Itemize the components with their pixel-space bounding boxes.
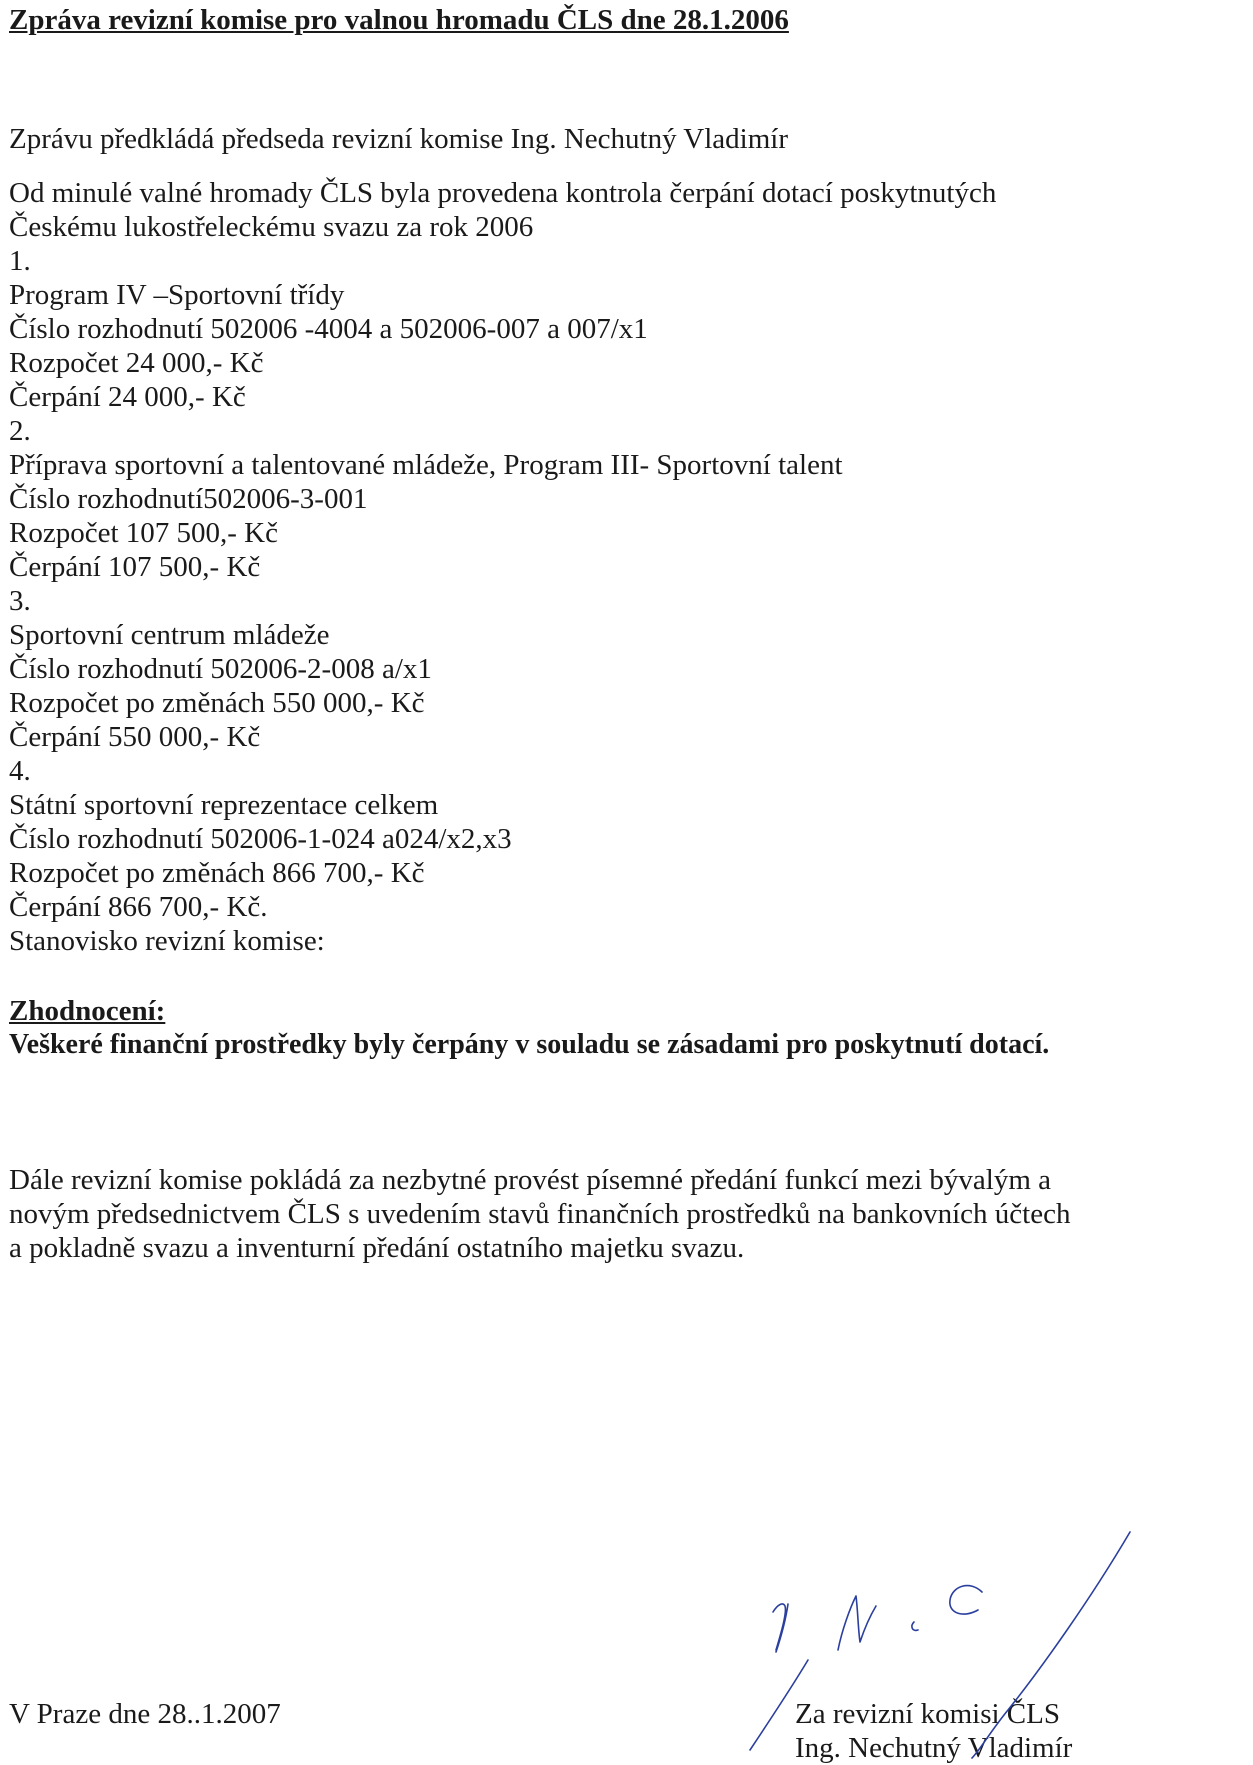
item-number: 3. [9,585,31,617]
signature-name: Ing. Nechutný Vladimír [795,1732,1073,1764]
item-budget: Rozpočet 107 500,- Kč [9,517,278,549]
further-line-1: Dále revizní komise pokládá za nezbytné provést písemné předání funkcí mezi bývalým a [9,1164,1052,1196]
place-date: V Praze dne 28..1.2007 [9,1698,281,1730]
item-budget: Rozpočet po změnách 866 700,- Kč [9,857,425,889]
handwritten-signature [690,1500,1160,1760]
item-program: Státní sportovní reprezentace celkem [9,789,439,821]
item-number: 1. [9,245,31,277]
further-line-2: novým předsednictvem ČLS s uvedením stavů finančních prostředků na bankovních účtech [9,1198,1071,1230]
item-number: 4. [9,755,31,787]
item-spent: Čerpání 107 500,- Kč [9,551,261,583]
item-decision: Číslo rozhodnutí 502006-1-024 a024/x2,x3 [9,823,512,855]
further-line-3: a pokladně svazu a inventurní předání ostatního majetku svazu. [9,1232,745,1264]
item-spent: Čerpání 24 000,- Kč [9,381,246,413]
item-program: Sportovní centrum mládeže [9,619,330,651]
item-decision: Číslo rozhodnutí 502006-2-008 a/x1 [9,653,432,685]
item-program: Program IV –Sportovní třídy [9,279,345,311]
intro-line-2: Českému lukostřeleckému svazu za rok 2006 [9,211,534,243]
item-decision: Číslo rozhodnutí 502006 -4004 a 502006-007 a 007/x1 [9,313,648,345]
item-budget: Rozpočet 24 000,- Kč [9,347,264,379]
item-spent: Čerpání 550 000,- Kč [9,721,261,753]
evaluation-text: Veškeré finanční prostředky byly čerpány v souladu se zásadami pro poskytnutí dotací. [9,1029,1050,1060]
item-number: 2. [9,415,31,447]
item-program: Příprava sportovní a talentované mládeže, Program III- Sportovní talent [9,449,843,481]
document-title: Zpráva revizní komise pro valnou hromadu ČLS dne 28.1.2006 [9,4,789,36]
signature-for: Za revizní komisi ČLS [795,1698,1060,1730]
item-budget: Rozpočet po změnách 550 000,- Kč [9,687,425,719]
item-decision: Číslo rozhodnutí502006-3-001 [9,483,368,515]
opinion-line: Stanovisko revizní komise: [9,925,325,957]
intro-line-1: Od minulé valné hromady ČLS byla provedena kontrola čerpání dotací poskytnutých [9,177,997,209]
evaluation-heading: Zhodnocení: [9,995,166,1027]
presenter-line: Zprávu předkládá předseda revizní komise Ing. Nechutný Vladimír [9,123,788,155]
item-spent: Čerpání 866 700,- Kč. [9,891,268,923]
